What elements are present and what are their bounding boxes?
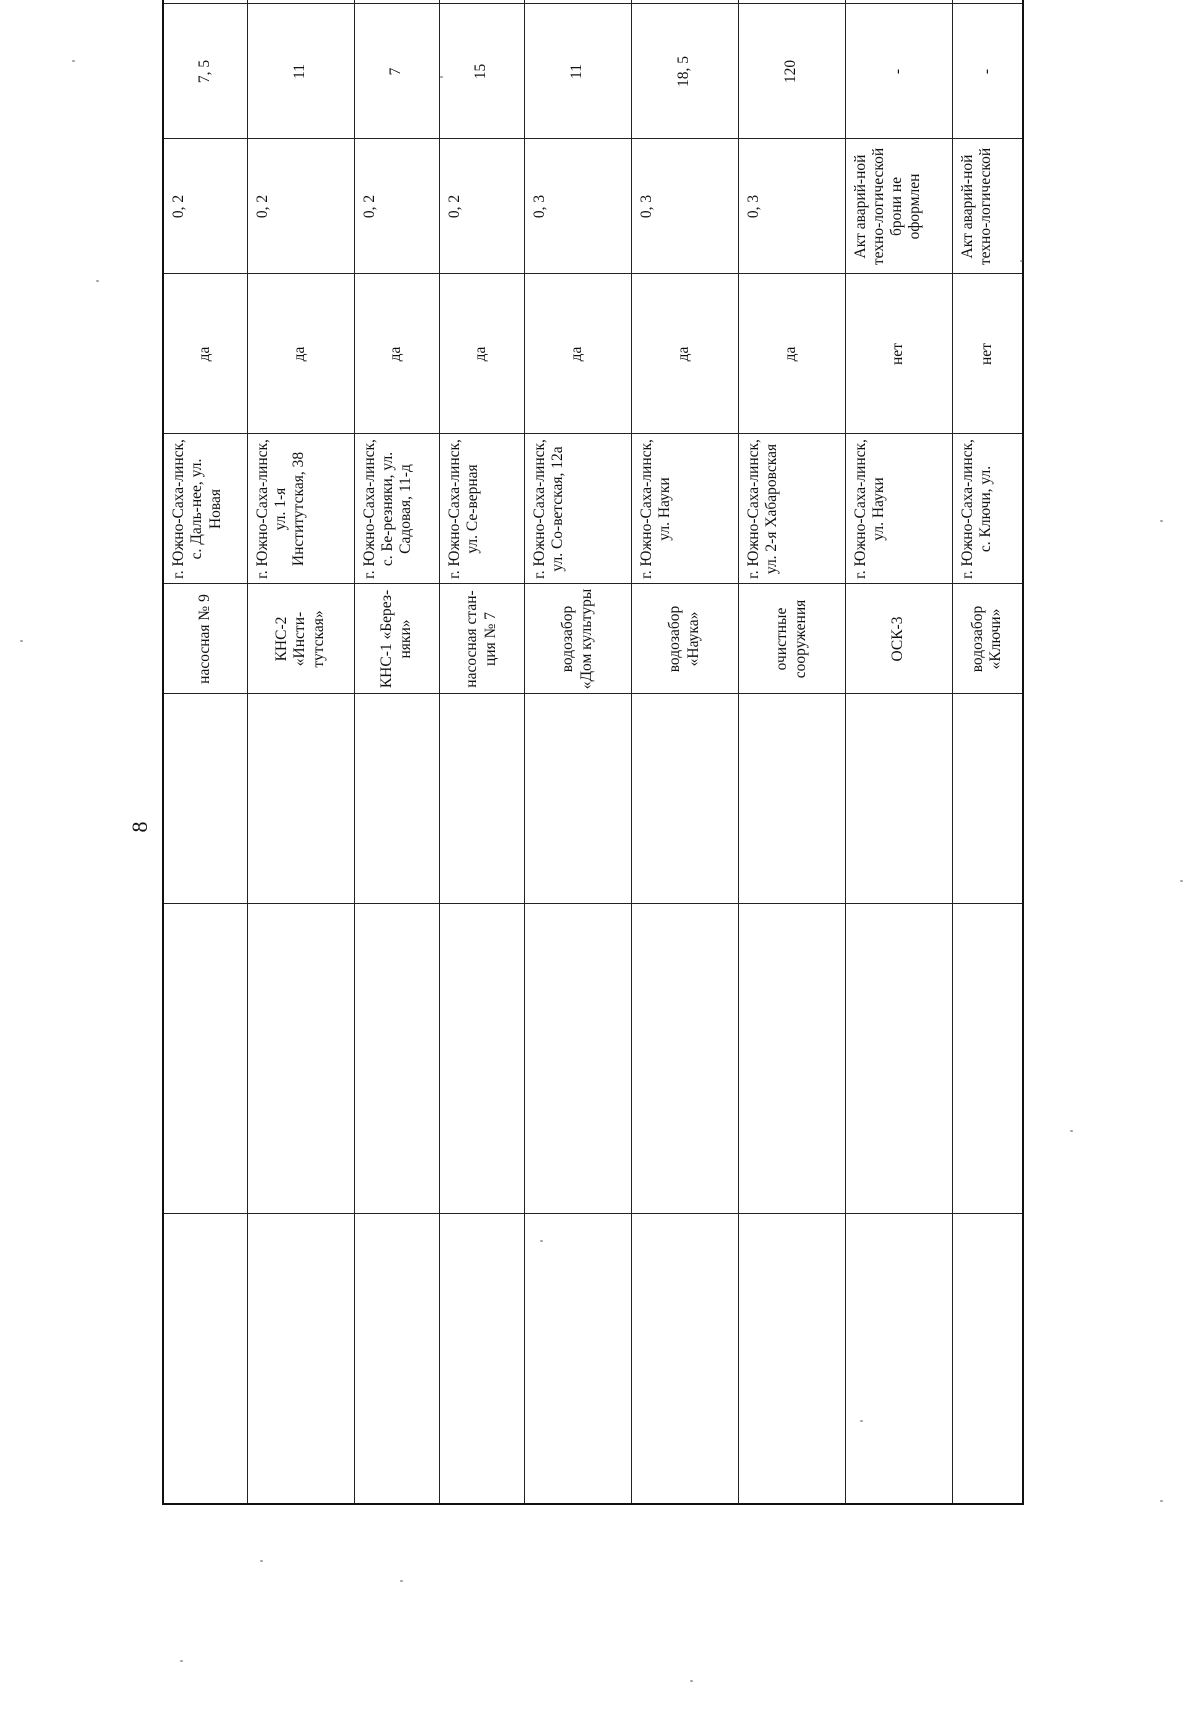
loads-cell (163, 0, 247, 4)
power-cell: 7, 5 (163, 4, 247, 139)
blank-cell-2 (845, 904, 952, 1214)
reserve-cell: Акт аварий-ной техно-логической (952, 139, 1023, 274)
reserve-cell: 0, 3 (738, 139, 845, 274)
reserve-cell: 0, 2 (354, 139, 439, 274)
scan-speck (400, 1580, 403, 1582)
power-cell: - (845, 4, 952, 139)
object-name-cell: КНС-2 «Инсти-тутская» (247, 584, 354, 694)
power-cell: 18, 5 (631, 4, 738, 139)
loads-cell (354, 0, 439, 4)
blank-cell-2 (738, 904, 845, 1214)
loads-cell (952, 0, 1023, 4)
power-cell: 7 (354, 4, 439, 139)
blank-cell-2 (439, 904, 524, 1214)
table-row (524, 0, 631, 1504)
loads-cell (738, 0, 845, 4)
scan-speck (540, 1240, 543, 1242)
blank-cell-3 (354, 694, 439, 904)
scan-speck (72, 60, 75, 62)
scan-speck (180, 1660, 183, 1662)
power-cell: 120 (738, 4, 845, 139)
address-cell: г. Южно-Саха-линск, с. Бе-резняки, ул. Садовая, 11-д (354, 434, 439, 584)
object-name-cell: водозабор «Дом культуры (524, 584, 631, 694)
page-number: 8 (127, 821, 152, 833)
loads-cell (524, 0, 631, 4)
flag-cell: да (738, 274, 845, 434)
scan-speck (690, 1680, 693, 1682)
flag-cell: нет (845, 274, 952, 434)
power-cell: 11 (247, 4, 354, 139)
blank-cell-1 (952, 1214, 1023, 1504)
blank-cell-2 (524, 904, 631, 1214)
address-cell: г. Южно-Саха-линск, с. Ключи, ул. (952, 434, 1023, 584)
blank-cell-3 (163, 694, 247, 904)
reserve-cell: 0, 3 (524, 139, 631, 274)
table-row (354, 0, 439, 1504)
blank-cell-3 (524, 694, 631, 904)
scan-speck (260, 1560, 263, 1562)
loads-cell (845, 0, 952, 4)
flag-cell: да (631, 274, 738, 434)
table-row (845, 0, 952, 1504)
address-cell: г. Южно-Саха-линск, ул. 1-я Институтская, 38 (247, 434, 354, 584)
scan-speck (1160, 1500, 1163, 1502)
blank-cell-1 (845, 1214, 952, 1504)
blank-cell-1 (163, 1214, 247, 1504)
table-row (439, 0, 524, 1504)
scan-speck (860, 1420, 863, 1422)
flag-cell: нет (952, 274, 1023, 434)
object-name-cell: насосная № 9 (163, 584, 247, 694)
object-name-cell: очистные сооружения (738, 584, 845, 694)
table-row (952, 0, 1023, 1504)
flag-cell: да (524, 274, 631, 434)
reserve-cell: Акт аварий-ной техно-логической брони не оформлен (845, 139, 952, 274)
object-name-cell: КНС-1 «Берез-няки» (354, 584, 439, 694)
reserve-cell: 0, 2 (247, 139, 354, 274)
flag-cell: да (354, 274, 439, 434)
flag-cell: да (439, 274, 524, 434)
loads-cell (631, 0, 738, 4)
blank-cell-2 (631, 904, 738, 1214)
scan-speck (20, 640, 23, 642)
table-row (738, 0, 845, 1504)
blank-cell-2 (163, 904, 247, 1214)
blank-cell-3 (439, 694, 524, 904)
blank-cell-2 (952, 904, 1023, 1214)
blank-cell-2 (354, 904, 439, 1214)
power-cell: 15 (439, 4, 524, 139)
blank-cell-3 (247, 694, 354, 904)
power-cell: - (952, 4, 1023, 139)
object-name-cell: водозабор «Ключи» (952, 584, 1023, 694)
scan-speck (1160, 520, 1163, 522)
power-cell: 11 (524, 4, 631, 139)
scan-speck (440, 76, 443, 78)
object-name-cell: водозабор «Наука» (631, 584, 738, 694)
flag-cell: да (163, 274, 247, 434)
blank-cell-3 (738, 694, 845, 904)
object-name-cell: ОСК-3 (845, 584, 952, 694)
blank-cell-1 (524, 1214, 631, 1504)
blank-cell-1 (439, 1214, 524, 1504)
blank-cell-1 (247, 1214, 354, 1504)
object-name-cell: насосная стан-ция № 7 (439, 584, 524, 694)
scan-speck (1020, 260, 1023, 262)
reserve-cell: 0, 3 (631, 139, 738, 274)
address-cell: г. Южно-Саха-линск, ул. 2-я Хабаровская (738, 434, 845, 584)
scan-speck (1070, 1130, 1073, 1132)
blank-cell-1 (738, 1214, 845, 1504)
blank-cell-3 (845, 694, 952, 904)
address-cell: г. Южно-Саха-линск, с. Даль-нее, ул. Новая (163, 434, 247, 584)
reserve-cell: 0, 2 (439, 139, 524, 274)
loads-cell (439, 0, 524, 4)
table-row (163, 0, 247, 1504)
blank-cell-1 (354, 1214, 439, 1504)
blank-cell-2 (247, 904, 354, 1214)
address-cell: г. Южно-Саха-линск, ул. Се-верная (439, 434, 524, 584)
blank-cell-3 (631, 694, 738, 904)
scan-speck (1180, 880, 1183, 882)
address-cell: г. Южно-Саха-линск, ул. Науки (631, 434, 738, 584)
scan-speck (96, 280, 99, 282)
rotated-table-wrapper (162, 56, 1022, 1505)
flag-cell: да (247, 274, 354, 434)
blank-cell-3 (952, 694, 1023, 904)
address-cell: г. Южно-Саха-линск, ул. Со-ветская, 12а (524, 434, 631, 584)
address-cell: г. Южно-Саха-линск, ул. Науки (845, 434, 952, 584)
reserve-cell: 0, 2 (163, 139, 247, 274)
facilities-table (162, 0, 1024, 1505)
loads-cell (247, 0, 354, 4)
table-row (631, 0, 738, 1504)
table-row (247, 0, 354, 1504)
blank-cell-1 (631, 1214, 738, 1504)
